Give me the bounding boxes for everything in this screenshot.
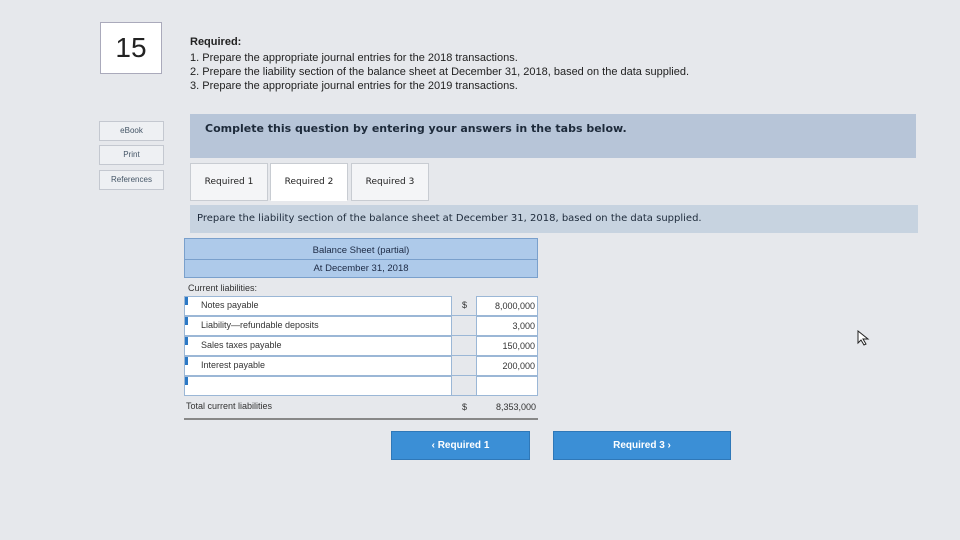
print-button[interactable]: Print [99, 145, 164, 165]
liability-name-input[interactable]: Notes payable [184, 296, 452, 315]
tab-instruction: Prepare the liability section of the balance sheet at December 31, 2018, based on the data supplied. [190, 205, 918, 233]
liability-amount-input[interactable]: 3,000 [476, 316, 538, 335]
liability-amount-input[interactable]: 8,000,000 [476, 296, 538, 315]
ebook-button[interactable]: eBook [99, 121, 164, 141]
required-item-2: 2. Prepare the liability section of the balance sheet at December 31, 2018, based on the data supplied. [190, 66, 689, 78]
total-label: Total current liabilities [186, 401, 273, 411]
liability-name-input[interactable]: Interest payable [184, 356, 452, 375]
balance-sheet-title: Balance Sheet (partial) [312, 245, 410, 256]
table-row [184, 296, 538, 316]
balance-sheet-table [184, 238, 538, 420]
balance-sheet-date: At December 31, 2018 [185, 259, 537, 277]
required-item-1: 1. Prepare the appropriate journal entries for the 2018 transactions. [190, 52, 518, 64]
prev-required-button[interactable]: ‹ Required 1 [391, 431, 530, 460]
table-row [184, 316, 538, 336]
next-required-button[interactable]: Required 3 › [553, 431, 731, 460]
table-row [184, 356, 538, 376]
instructions-banner: Complete this question by entering your answers in the tabs below. [190, 114, 916, 158]
required-title: Required: [190, 36, 242, 48]
required-item-3: 3. Prepare the appropriate journal entries for the 2019 transactions. [190, 80, 518, 92]
balance-sheet-header [184, 238, 538, 278]
liability-amount-input[interactable] [476, 376, 538, 395]
question-number: 15 [100, 22, 162, 74]
table-row [184, 336, 538, 356]
liability-name-input[interactable]: Sales taxes payable [184, 336, 452, 355]
references-button[interactable]: References [99, 170, 164, 190]
mouse-pointer-icon [857, 330, 871, 351]
liability-amount-input[interactable]: 200,000 [476, 356, 538, 375]
current-liabilities-label: Current liabilities: [188, 283, 258, 293]
table-row [184, 376, 538, 396]
tab-required-3[interactable]: Required 3 [351, 163, 429, 201]
liability-amount-input[interactable]: 150,000 [476, 336, 538, 355]
tab-required-1[interactable]: Required 1 [190, 163, 268, 201]
liability-name-input[interactable]: Liability—refundable deposits [184, 316, 452, 335]
tab-required-2[interactable]: Required 2 [270, 163, 348, 201]
dollar-sign: $ [462, 300, 468, 310]
liability-name-input[interactable] [184, 376, 452, 395]
total-row [184, 398, 538, 420]
total-amount: 8,353,000 [495, 402, 536, 412]
dollar-sign: $ [462, 402, 468, 412]
